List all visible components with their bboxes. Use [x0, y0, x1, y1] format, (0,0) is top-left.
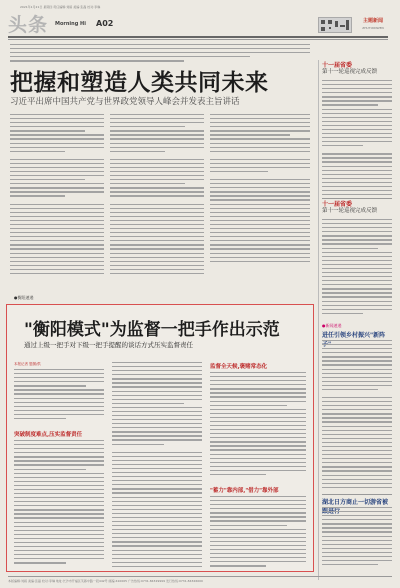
feature-col-3-b [210, 496, 306, 568]
feature-col-1-a [14, 369, 104, 427]
sidebar-box-2-sub: 第十一轮巡视完成反馈 [322, 208, 378, 214]
sidebar-item-1[interactable]: 进任引领乡村振兴"新阵 [322, 332, 386, 339]
feature-byline: 本报记者 题图/供 [14, 362, 41, 366]
sidebar-box-1-sub: 第十一轮巡视完成反馈 [322, 69, 378, 75]
feature-col-3-a [210, 372, 306, 482]
feature-head-3: "蓄力"靠内部,"借力"靠外部 [210, 488, 279, 494]
lead-body-col-3 [210, 114, 310, 290]
sidebar-sep-1 [322, 198, 392, 199]
feature-subtitle: 通过上级一把手对下级一把手提醒的谈话方式压实监督责任 [24, 341, 193, 349]
sidebar-item-1-body [322, 340, 392, 490]
feature-head-2: 监督全天候,褒赌常态化 [210, 364, 268, 370]
qr-code-icon [318, 17, 352, 33]
masthead [8, 12, 392, 40]
paper-name: Morning Hi [55, 21, 86, 27]
brand-logo [356, 18, 390, 32]
section-name: 头条 [8, 14, 49, 36]
page-number: A02 [96, 19, 114, 28]
page-footer [8, 576, 392, 584]
lead-title[interactable]: 把握和塑造人类共同未来 [10, 70, 269, 96]
footer-text: 本版编辑:刘娟 美编:张磊 校对:李琳 地址:长沙市开福区芙蓉中路一段442号 邮编:410005 广告热线:0731-84329999 发行热线:0731-84326000 [8, 578, 203, 583]
sidebar-rule [318, 60, 319, 580]
feature-col-2 [112, 362, 202, 568]
masthead-rule-thin [8, 39, 388, 40]
meta-text: 2021年1月21日 星期四 责任编辑:刘娟 美编:张磊 校对:李琳 [20, 5, 101, 9]
lead-body-col-1 [10, 114, 104, 290]
feature-title[interactable]: "衡阳模式"为监督一把手作出示范 [24, 320, 280, 340]
masthead-rule [8, 36, 388, 38]
sidebar-box-1-body [322, 80, 392, 195]
feature-head-1: 突破制度难点,压实监督责任 [14, 432, 83, 438]
sidebar-box-1-head[interactable] [322, 62, 392, 76]
lead-body-col-2 [110, 114, 204, 290]
sidebar-sep-2 [322, 494, 392, 495]
sidebar-box-2-title: 十一届省委 [322, 201, 353, 208]
sidebar-tag: ●新闻速递 [322, 323, 342, 328]
brand-small: ZHUTIXINWEN [362, 26, 384, 30]
sidebar-item-2-body [322, 507, 392, 572]
lead-subtitle: 习近平出席中国共产党与世界政党领导人峰会并发表主旨讲话 [10, 97, 240, 107]
feature-label: ●衡阳速递 [14, 295, 34, 300]
sidebar-box-2-body [322, 219, 392, 319]
top-meta-line [20, 4, 380, 10]
sidebar-box-1-title: 十一届省委 [322, 62, 353, 69]
feature-col-1-b [14, 440, 104, 568]
brand-name: 主题新闻 [362, 18, 383, 24]
sidebar-item-2[interactable]: 湖北日方商止一切游省被 [322, 499, 389, 506]
intro-text [10, 44, 310, 66]
sidebar-box-2-head[interactable] [322, 201, 392, 215]
